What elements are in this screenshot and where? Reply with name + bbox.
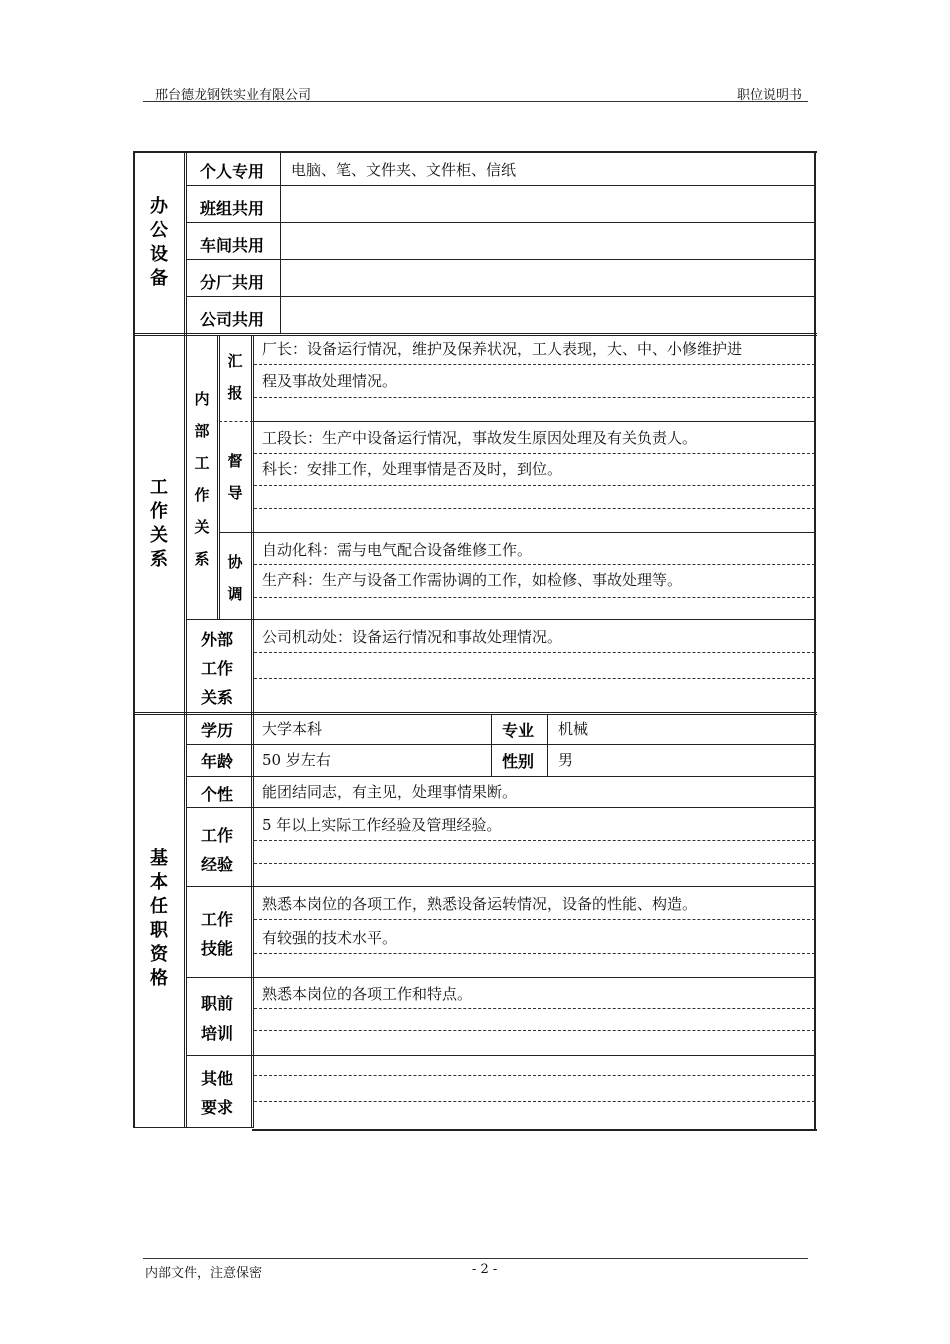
external-line-1: 公司机动处：设备运行情况和事故处理情况。	[262, 628, 563, 646]
education-value: 大学本科	[262, 720, 323, 738]
external-label-1: 外部	[201, 630, 234, 649]
coordinate-line-2: 生产科：生产与设备工作需协调的工作，如检修、事故处理等。	[262, 571, 683, 589]
major-value: 机械	[558, 720, 589, 738]
report-line-1: 厂长：设备运行情况，维护及保养状况，工人表现，大、中、小修维护进	[262, 340, 743, 358]
gender-label: 性别	[502, 752, 535, 771]
coordinate-line-1: 自动化科：需与电气配合设备维修工作。	[262, 541, 533, 559]
major-label: 专业	[502, 721, 535, 740]
section-work-relations: 工 作 关 系	[150, 477, 168, 570]
other-label-1: 其他	[201, 1069, 234, 1088]
training-line-1: 熟悉本岗位的各项工作和特点。	[262, 985, 473, 1003]
document-title: 职位说明书	[737, 88, 803, 103]
confidential-note: 内部文件，注意保密	[145, 1266, 263, 1281]
external-label-3: 关系	[201, 688, 234, 707]
report-line-2: 程及事故处理情况。	[262, 372, 398, 390]
experience-line-1: 5 年以上实际工作经验及管理经验。	[262, 816, 502, 834]
internal-relations-label: 内 部 工 作 关 系	[194, 390, 210, 568]
external-label-2: 工作	[201, 659, 234, 678]
experience-label-1: 工作	[201, 826, 234, 845]
row-label-company: 公司共用	[200, 310, 265, 329]
training-label-2: 培训	[201, 1024, 234, 1043]
row-label-workshop: 车间共用	[200, 236, 265, 255]
training-label-1: 职前	[201, 994, 234, 1013]
page-number: - 2 -	[472, 1262, 498, 1277]
skills-line-2: 有较强的技术水平。	[262, 929, 398, 947]
supervise-line-2: 科长：安排工作，处理事情是否及时，到位。	[262, 460, 563, 478]
experience-label-2: 经验	[201, 855, 234, 874]
report-label: 汇 报	[227, 352, 243, 402]
company-name: 邢台德龙钢铁实业有限公司	[155, 88, 312, 103]
age-label: 年龄	[201, 752, 234, 771]
coordinate-label: 协 调	[227, 553, 243, 603]
gender-value: 男	[558, 751, 574, 769]
section-office-equipment: 办 公 设 备	[150, 196, 168, 289]
row-label-team: 班组共用	[200, 199, 265, 218]
skills-label-1: 工作	[201, 910, 234, 929]
row-value-personal: 电脑、笔、文件夹、文件柜、信纸	[291, 161, 517, 179]
section-qualifications: 基 本 任 职 资 格	[150, 848, 168, 989]
supervise-line-1: 工段长：生产中设备运行情况，事故发生原因处理及有关负责人。	[262, 429, 698, 447]
education-label: 学历	[201, 721, 234, 740]
other-label-2: 要求	[201, 1098, 234, 1117]
personality-value: 能团结同志，有主见，处理事情果断。	[262, 783, 518, 801]
skills-label-2: 技能	[201, 939, 234, 958]
job-description-table	[133, 151, 817, 1131]
footer-rule	[143, 1258, 808, 1259]
skills-line-1: 熟悉本岗位的各项工作，熟悉设备运转情况，设备的性能、构造。	[262, 895, 698, 913]
personality-label: 个性	[201, 785, 234, 804]
age-value: 50 岁左右	[262, 751, 331, 769]
row-label-personal: 个人专用	[200, 162, 265, 181]
row-label-branch: 分厂共用	[200, 273, 265, 292]
supervise-label: 督 导	[227, 452, 243, 502]
header-rule	[143, 101, 808, 102]
